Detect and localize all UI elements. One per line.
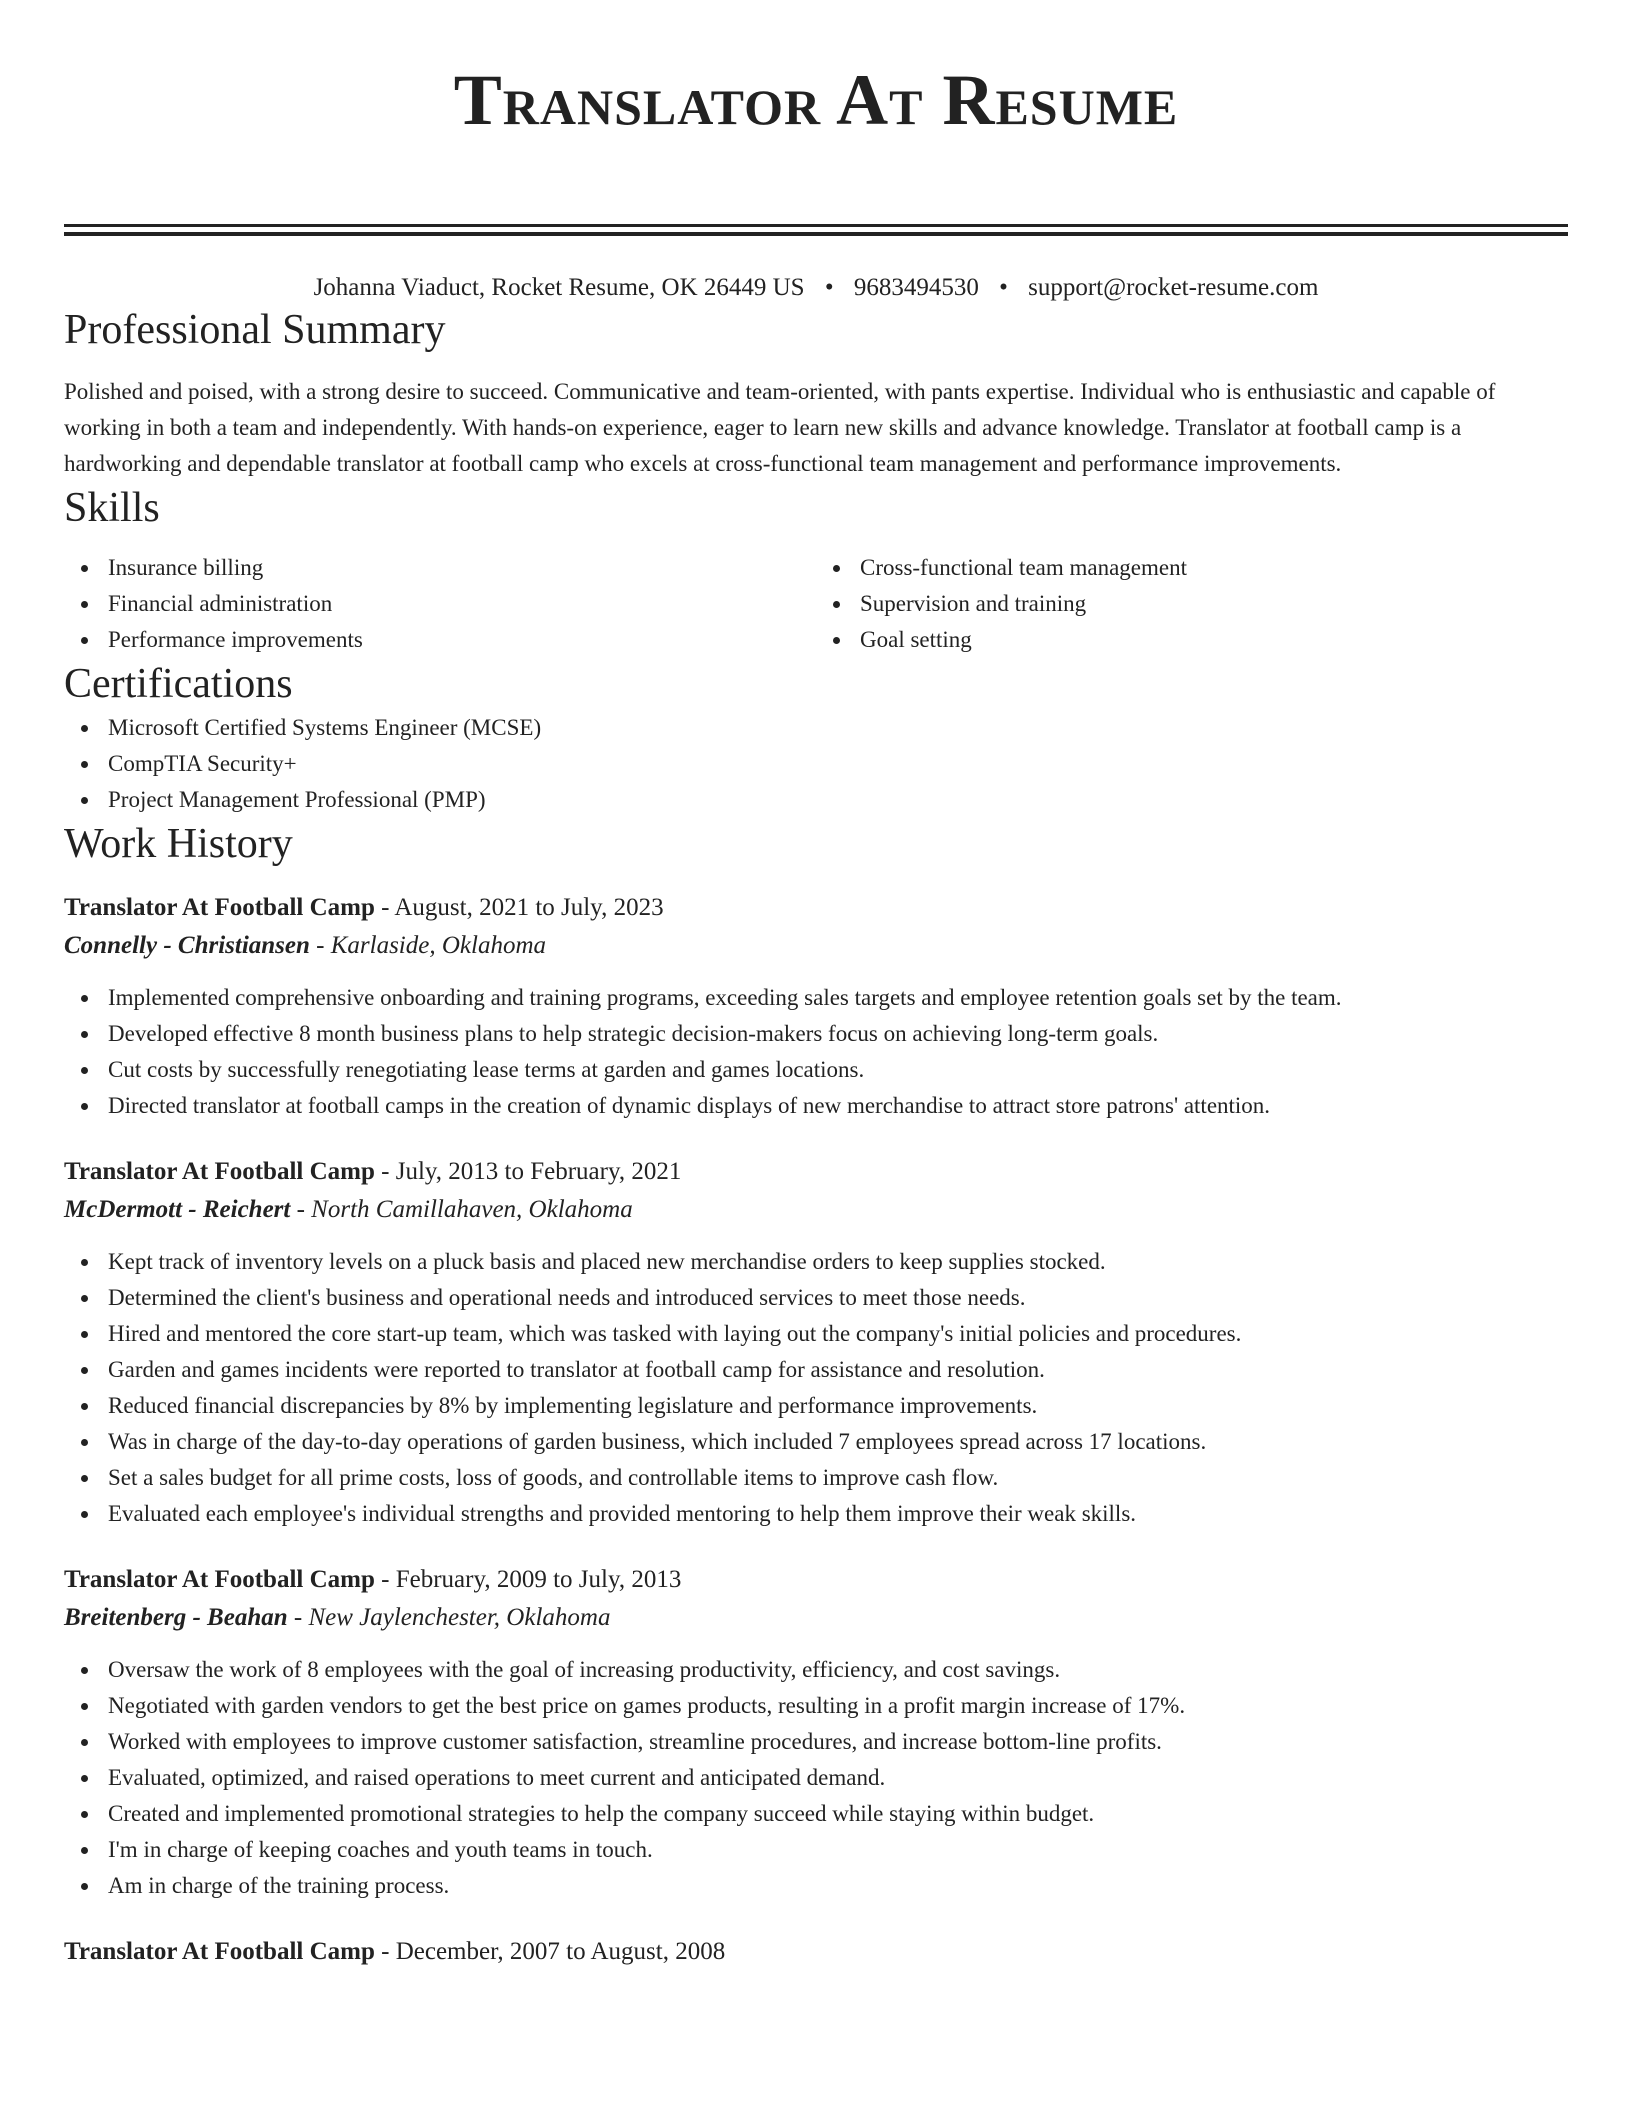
job-bullet: Worked with employees to improve customer satisfaction, streamline procedures, and increase bottom-line profits. xyxy=(108,1724,1568,1760)
skill-item: Insurance billing xyxy=(108,550,816,586)
job-entry xyxy=(64,1562,1568,1904)
job-bullet: Kept track of inventory levels on a pluck basis and placed new merchandise orders to keep supplies stocked. xyxy=(108,1244,1568,1280)
contact-separator: • xyxy=(824,274,834,301)
title-divider xyxy=(64,224,1568,236)
company-location: - New Jaylenchester, Oklahoma xyxy=(287,1604,611,1631)
skill-item: Goal setting xyxy=(860,622,1568,658)
job-bullet: Oversaw the work of 8 employees with the goal of increasing productivity, efficiency, and cost savings. xyxy=(108,1652,1568,1688)
certification-item: CompTIA Security+ xyxy=(108,746,1568,782)
job-dates: - July, 2013 to February, 2021 xyxy=(374,1158,682,1185)
skills-heading: Skills xyxy=(64,485,160,531)
contact-address: Johanna Viaduct, Rocket Resume, OK 26449 US xyxy=(313,274,805,301)
job-bullet: I'm in charge of keeping coaches and youth teams in touch. xyxy=(108,1832,1568,1868)
skill-item: Performance improvements xyxy=(108,622,816,658)
skills-list-right xyxy=(816,550,1568,658)
company-line xyxy=(64,1600,1568,1636)
job-bullet: Am in charge of the training process. xyxy=(108,1868,1568,1904)
job-bullet: Hired and mentored the core start-up team, which was tasked with laying out the company's initial policies and procedures. xyxy=(108,1316,1568,1352)
skill-item: Financial administration xyxy=(108,586,816,622)
job-bullet: Garden and games incidents were reported to translator at football camp for assistance and resolution. xyxy=(108,1352,1568,1388)
skill-item: Cross-functional team management xyxy=(860,550,1568,586)
job-dates: - February, 2009 to July, 2013 xyxy=(374,1566,682,1593)
skills-list-left xyxy=(64,550,816,658)
summary-text: Polished and poised, with a strong desire to succeed. Communicative and team-oriented, with pants expertise. Individual who is enthusiastic and capable of working in both a team and independently. With hands-on experience, eager to learn new skills and advance knowledge. Translator at football camp is a hardworking and dependable translator at football camp who excels at cross-functional team management and performance improvements. xyxy=(64,379,1496,476)
job-title: Translator At Football Camp xyxy=(64,894,375,921)
job-title-line xyxy=(64,1934,1568,1970)
company-line xyxy=(64,928,1568,964)
company-name: McDermott - Reichert xyxy=(64,1196,291,1223)
job-bullets xyxy=(64,1244,1568,1532)
skills-columns xyxy=(64,550,1568,658)
job-title-line xyxy=(64,890,1568,926)
work-history-heading: Work History xyxy=(64,821,293,867)
company-location: - North Camillahaven, Oklahoma xyxy=(290,1196,633,1223)
contact-line xyxy=(64,272,1568,304)
summary-heading: Professional Summary xyxy=(64,307,446,353)
certification-item: Microsoft Certified Systems Engineer (MCSE) xyxy=(108,710,1568,746)
job-bullet: Developed effective 8 month business plans to help strategic decision-makers focus on achieving long-term goals. xyxy=(108,1016,1568,1052)
resume-title: Translator At Resume xyxy=(453,60,1179,140)
company-name: Connelly - Christiansen xyxy=(64,932,310,959)
job-bullet: Cut costs by successfully renegotiating lease terms at garden and games locations. xyxy=(108,1052,1568,1088)
job-title: Translator At Football Camp xyxy=(64,1938,375,1965)
certifications-list xyxy=(64,710,1568,818)
job-bullet: Determined the client's business and operational needs and introduced services to meet those needs. xyxy=(108,1280,1568,1316)
job-entry xyxy=(64,1934,1568,1970)
job-bullet: Reduced financial discrepancies by 8% by implementing legislature and performance improvements. xyxy=(108,1388,1568,1424)
job-bullet: Evaluated, optimized, and raised operations to meet current and anticipated demand. xyxy=(108,1760,1568,1796)
certifications-heading: Certifications xyxy=(64,661,293,707)
job-bullet: Negotiated with garden vendors to get the best price on games products, resulting in a profit margin increase of 17%. xyxy=(108,1688,1568,1724)
skill-item: Supervision and training xyxy=(860,586,1568,622)
job-bullets xyxy=(64,980,1568,1124)
job-title: Translator At Football Camp xyxy=(64,1158,375,1185)
job-bullet: Was in charge of the day-to-day operations of garden business, which included 7 employees spread across 17 locations. xyxy=(108,1424,1568,1460)
job-dates: - August, 2021 to July, 2023 xyxy=(374,894,664,921)
job-bullet: Set a sales budget for all prime costs, loss of goods, and controllable items to improve cash flow. xyxy=(108,1460,1568,1496)
job-title-line xyxy=(64,1154,1568,1190)
job-dates: - December, 2007 to August, 2008 xyxy=(374,1938,726,1965)
certification-item: Project Management Professional (PMP) xyxy=(108,782,1568,818)
job-title: Translator At Football Camp xyxy=(64,1566,375,1593)
job-title-line xyxy=(64,1562,1568,1598)
company-line xyxy=(64,1192,1568,1228)
company-location: - Karlaside, Oklahoma xyxy=(309,932,547,959)
job-bullets xyxy=(64,1652,1568,1904)
job-bullet: Implemented comprehensive onboarding and training programs, exceeding sales targets and employee retention goals set by the team. xyxy=(108,980,1568,1016)
contact-separator: • xyxy=(999,274,1008,301)
job-bullet: Evaluated each employee's individual strengths and provided mentoring to help them improve their weak skills. xyxy=(108,1496,1568,1532)
contact-phone: 9683494530 xyxy=(853,274,979,301)
company-name: Breitenberg - Beahan xyxy=(64,1604,288,1631)
job-bullet: Created and implemented promotional strategies to help the company succeed while staying within budget. xyxy=(108,1796,1568,1832)
contact-email: support@rocket-resume.com xyxy=(1028,274,1319,301)
job-entry xyxy=(64,890,1568,1124)
job-bullet: Directed translator at football camps in the creation of dynamic displays of new merchandise to attract store patrons' attention. xyxy=(108,1088,1568,1124)
job-entry xyxy=(64,1154,1568,1532)
